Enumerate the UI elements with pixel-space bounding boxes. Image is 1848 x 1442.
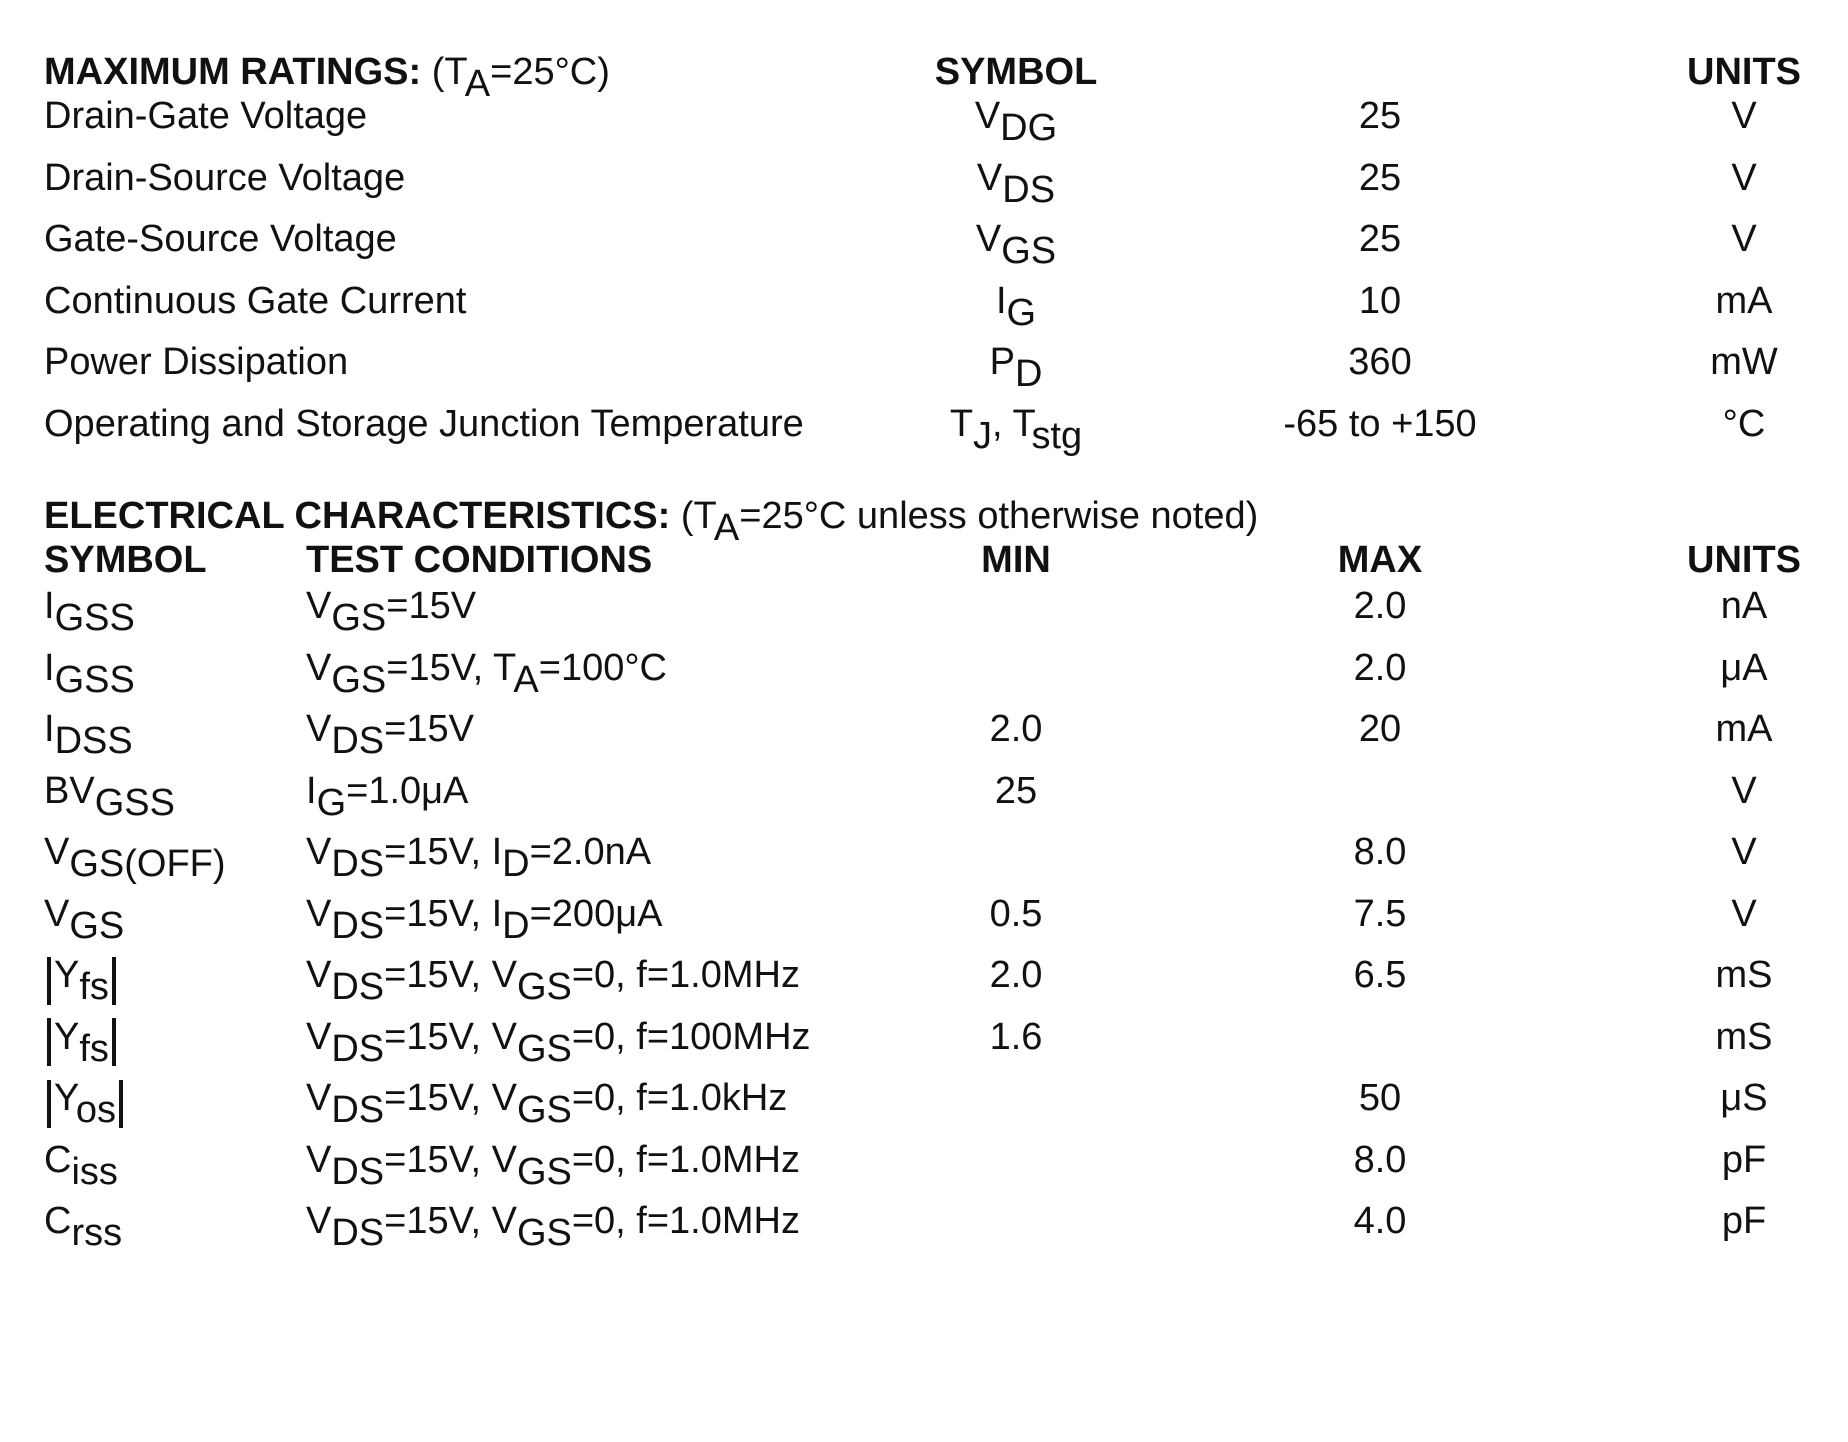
- abs-bar-right: [119, 1080, 123, 1128]
- unit-cell: nA: [1720, 585, 1768, 627]
- symbol-sub: GSS: [54, 658, 135, 701]
- symbol-main: V: [44, 831, 70, 873]
- symbol-sub: GS(OFF): [69, 843, 226, 885]
- symbol-sub: DSS: [54, 720, 133, 762]
- param-label: Gate-Source Voltage: [44, 218, 397, 260]
- unit-cell: pF: [1721, 1138, 1767, 1181]
- elec-cond-rest: =25°C unless otherwise noted): [739, 495, 1259, 537]
- test-condition: [306, 886, 663, 947]
- cond-sub: DS: [331, 1212, 385, 1254]
- test-condition: [306, 947, 800, 1008]
- elec-row: [0, 1070, 1848, 1131]
- cond-main: V: [306, 1138, 332, 1181]
- cond-main: V: [306, 892, 332, 935]
- cond-rest: =15V, V: [384, 1138, 517, 1181]
- symbol-sub: DG: [1000, 107, 1058, 149]
- elec-test-header: TEST CONDITIONS: [306, 539, 653, 581]
- symbol-main: I: [44, 646, 55, 689]
- symbol-sub: GSS: [94, 781, 175, 824]
- symbol-mid: , T: [992, 402, 1032, 445]
- cond-rest: =15V, V: [384, 1200, 517, 1242]
- symbol-cell: [974, 88, 1058, 149]
- cond-sub-2: GS: [516, 1150, 572, 1193]
- value-cell: 360: [1348, 341, 1412, 383]
- symbol-cell: [44, 824, 226, 885]
- cond-rest-2: =0, f=1.0MHz: [571, 1200, 800, 1242]
- cond-sub: DS: [331, 904, 385, 947]
- elec-max-header: MAX: [1337, 539, 1423, 581]
- symbol-sub-2: stg: [1031, 414, 1083, 457]
- unit-cell: V: [1731, 831, 1757, 873]
- unit-cell: V: [1731, 892, 1757, 935]
- symbol-cell: [975, 211, 1057, 272]
- symbol-cell: [44, 578, 135, 639]
- symbol-main: V: [976, 156, 1003, 199]
- cond-rest: =15V, I: [384, 831, 503, 873]
- unit-cell: °C: [1722, 402, 1766, 445]
- param-label: Operating and Storage Junction Temperature: [44, 402, 804, 445]
- symbol-sub: GS: [1001, 230, 1057, 272]
- elec-symbol-header: SYMBOL: [44, 539, 207, 581]
- test-condition: [306, 701, 474, 762]
- param-label: Continuous Gate Current: [44, 279, 467, 322]
- min-value: 2.0: [989, 954, 1043, 996]
- cond-sub-2: GS: [516, 1089, 572, 1131]
- symbol-sub: G: [1006, 291, 1037, 334]
- cond-rest: =15V, T: [386, 646, 514, 689]
- max-ratings-row: [0, 334, 1848, 395]
- cond-rest: =15V, I: [384, 892, 503, 935]
- unit-cell: pF: [1721, 1200, 1767, 1242]
- symbol-sub: rss: [71, 1212, 123, 1254]
- value-cell: 25: [1358, 95, 1402, 137]
- unit-cell: V: [1731, 156, 1757, 199]
- cond-rest: =15V, V: [384, 1077, 517, 1119]
- elec-row: [0, 701, 1848, 762]
- symbol-cell: [44, 1132, 118, 1193]
- min-value: 2.0: [989, 708, 1043, 750]
- max-ratings-row: [0, 211, 1848, 272]
- cond-sub: GS: [331, 658, 387, 701]
- cond-main: V: [306, 1077, 332, 1119]
- symbol-main: C: [44, 1200, 72, 1242]
- max-ratings-row: [0, 150, 1848, 211]
- elec-row: [0, 886, 1848, 947]
- abs-bar-left: [47, 1018, 51, 1066]
- test-condition: [306, 1193, 800, 1254]
- cond-main: V: [306, 954, 332, 996]
- cond-main: V: [306, 708, 332, 750]
- cond-sub: DS: [331, 1150, 385, 1193]
- symbol-main: P: [989, 341, 1015, 383]
- max-ratings-row: [0, 88, 1848, 149]
- elec-min-header: MIN: [981, 539, 1051, 581]
- symbol-sub: J: [973, 414, 993, 457]
- symbol-sub: fs: [79, 966, 109, 1008]
- symbol-main: I: [44, 585, 55, 627]
- cond-rest-2: =0, f=1.0kHz: [571, 1077, 788, 1119]
- max-value: 6.5: [1353, 954, 1407, 996]
- unit-cell: μA: [1720, 646, 1768, 689]
- cond-main: V: [306, 585, 332, 627]
- unit-cell: mW: [1710, 341, 1778, 383]
- elec-row: [0, 578, 1848, 639]
- max-ratings-cond-rest: =25°C): [490, 51, 610, 93]
- symbol-main: C: [44, 1138, 72, 1181]
- symbol-cell: [44, 640, 135, 701]
- symbol-main: Y: [54, 1015, 80, 1058]
- cond-sub: DS: [331, 1027, 385, 1070]
- max-value: 2.0: [1353, 585, 1407, 627]
- test-condition: [306, 763, 469, 824]
- unit-cell: V: [1731, 218, 1757, 260]
- cond-sub-2: A: [513, 658, 539, 701]
- unit-cell: mS: [1715, 1015, 1773, 1058]
- symbol-cell: [44, 763, 175, 824]
- cond-rest: =1.0μA: [346, 769, 469, 812]
- value-cell: 10: [1358, 279, 1402, 322]
- value-cell: -65 to +150: [1283, 402, 1477, 445]
- test-condition: [306, 1070, 788, 1131]
- symbol-cell: [976, 150, 1056, 211]
- unit-cell: mA: [1715, 279, 1773, 322]
- symbol-main: I: [44, 708, 55, 750]
- max-ratings-symbol-header: SYMBOL: [934, 51, 1098, 93]
- cond-main: V: [306, 1015, 332, 1058]
- symbol-cell: [995, 273, 1037, 334]
- elec-row: [0, 824, 1848, 885]
- cond-rest-2: =2.0nA: [529, 831, 652, 873]
- symbol-sub: iss: [71, 1150, 118, 1193]
- symbol-cell: [989, 334, 1043, 395]
- unit-cell: V: [1731, 769, 1757, 812]
- test-condition: [306, 824, 652, 885]
- max-value: 20: [1358, 708, 1402, 750]
- cond-sub-2: GS: [516, 966, 572, 1008]
- symbol-cell: [44, 1070, 126, 1131]
- symbol-cell: [44, 1009, 119, 1070]
- param-label: Power Dissipation: [44, 341, 349, 383]
- symbol-main: V: [975, 218, 1002, 260]
- max-value: 8.0: [1353, 831, 1407, 873]
- cond-sub: DS: [331, 843, 385, 885]
- cond-rest-2: =0, f=1.0MHz: [571, 1138, 800, 1181]
- symbol-cell: [44, 947, 119, 1008]
- symbol-sub: fs: [79, 1027, 109, 1070]
- abs-bar-left: [47, 1080, 51, 1128]
- cond-rest-2: =0, f=100MHz: [571, 1015, 811, 1058]
- abs-bar-left: [47, 957, 51, 1005]
- max-ratings-cond-sub: A: [464, 63, 491, 105]
- cond-rest-2: =0, f=1.0MHz: [571, 954, 800, 996]
- cond-sub-2: GS: [516, 1212, 572, 1254]
- cond-sub: GS: [331, 597, 387, 639]
- cond-rest: =15V, V: [384, 954, 517, 996]
- abs-bar-right: [112, 957, 116, 1005]
- cond-sub-2: GS: [516, 1027, 572, 1070]
- test-condition: [306, 1009, 811, 1070]
- elec-row: [0, 640, 1848, 701]
- elec-cond-sub: A: [713, 507, 740, 549]
- test-condition: [306, 1132, 800, 1193]
- unit-cell: mS: [1715, 954, 1773, 996]
- max-value: 50: [1358, 1077, 1402, 1119]
- test-condition: [306, 578, 477, 639]
- symbol-sub: DS: [1002, 168, 1056, 211]
- symbol-cell: [44, 886, 125, 947]
- elec-cond-prefix: (T: [680, 495, 714, 537]
- symbol-sub: os: [75, 1089, 116, 1131]
- symbol-cell: [949, 396, 1083, 457]
- cond-main: V: [306, 831, 332, 873]
- symbol-main: V: [44, 892, 70, 935]
- cond-rest: =15V: [384, 708, 474, 750]
- symbol-main: V: [974, 95, 1001, 137]
- symbol-main: BV: [44, 769, 95, 812]
- symbol-sub: D: [1014, 353, 1043, 395]
- min-value: 25: [994, 769, 1038, 812]
- unit-cell: μS: [1720, 1077, 1768, 1119]
- symbol-main: T: [949, 402, 974, 445]
- cond-sub-2: D: [502, 843, 530, 885]
- elec-row: [0, 947, 1848, 1008]
- max-value: 8.0: [1353, 1138, 1407, 1181]
- max-ratings-cond-prefix: (T: [431, 51, 465, 93]
- test-condition: [306, 640, 667, 701]
- cond-rest: =15V: [386, 585, 477, 627]
- elec-units-header: UNITS: [1687, 539, 1801, 581]
- cond-rest-2: =200μA: [529, 892, 663, 935]
- symbol-cell: [44, 701, 133, 762]
- min-value: 1.6: [989, 1015, 1043, 1058]
- max-ratings-units-header: UNITS: [1687, 51, 1801, 93]
- cond-main: I: [306, 769, 317, 812]
- max-ratings-title-text: MAXIMUM RATINGS:: [44, 51, 422, 93]
- value-cell: 25: [1358, 218, 1402, 260]
- cond-sub: DS: [331, 720, 385, 762]
- symbol-cell: [44, 1193, 123, 1254]
- cond-sub-2: D: [502, 904, 530, 947]
- max-value: 4.0: [1353, 1200, 1407, 1242]
- cond-rest-2: =100°C: [538, 646, 667, 689]
- max-value: 7.5: [1353, 892, 1407, 935]
- min-value: 0.5: [989, 892, 1043, 935]
- max-ratings-row: [0, 273, 1848, 334]
- param-label: Drain-Source Voltage: [44, 156, 406, 199]
- cond-main: V: [306, 646, 332, 689]
- cond-rest: =15V, V: [384, 1015, 517, 1058]
- cond-sub: DS: [331, 966, 385, 1008]
- elec-title-text: ELECTRICAL CHARACTERISTICS:: [44, 495, 671, 537]
- symbol-sub: GSS: [54, 597, 135, 639]
- elec-row: [0, 1009, 1848, 1070]
- elec-row: [0, 1193, 1848, 1254]
- unit-cell: V: [1731, 95, 1757, 137]
- abs-bar-right: [112, 1018, 116, 1066]
- symbol-main: Y: [54, 1077, 76, 1119]
- unit-cell: mA: [1715, 708, 1773, 750]
- max-ratings-row: [0, 396, 1848, 457]
- elec-row: [0, 1132, 1848, 1193]
- cond-main: V: [306, 1200, 332, 1242]
- cond-sub: DS: [331, 1089, 385, 1131]
- symbol-main: Y: [54, 954, 80, 996]
- value-cell: 25: [1358, 156, 1402, 199]
- symbol-main: I: [995, 279, 1007, 322]
- param-label: Drain-Gate Voltage: [44, 95, 368, 137]
- symbol-sub: GS: [69, 904, 125, 947]
- max-value: 2.0: [1353, 646, 1407, 689]
- cond-sub: G: [316, 781, 347, 824]
- elec-row: [0, 763, 1848, 824]
